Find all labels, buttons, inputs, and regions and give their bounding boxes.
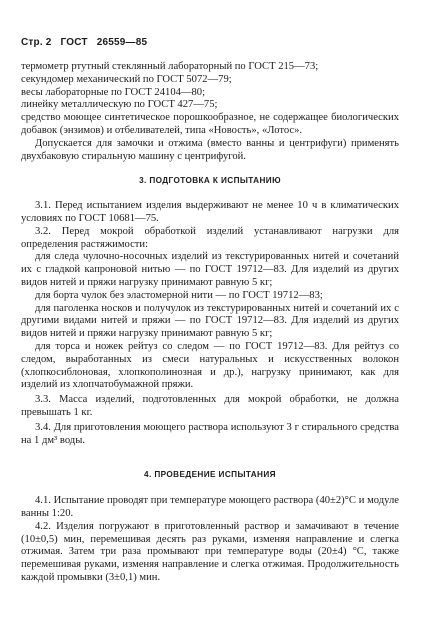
intro-line-thermometer: термометр ртутный стеклянный лабораторный по ГОСТ 215—73; bbox=[21, 61, 319, 72]
standard-number: 26559—85 bbox=[96, 37, 148, 48]
intro-line-scales: весы лабораторные по ГОСТ 24104—80; bbox=[21, 86, 206, 98]
intro-line-detergent: средство моющее синтетическое порошкообразное, не содержащее биологических добавок (энзимов) и отбеливателей, типа «Новость», «Лотос». bbox=[21, 112, 399, 136]
section-4-heading: 4. ПРОВЕДЕНИЕ ИСПЫТАНИЯ bbox=[144, 470, 276, 480]
standard-label: ГОСТ bbox=[60, 37, 88, 48]
intro-line-stopwatch: секундомер механический по ГОСТ 5072—79; bbox=[21, 73, 232, 85]
paragraph-3-2-torso: для торса и ножек рейтуз со следом — по ГОСТ 19712—83. Для рейтуз со следом, выработанных из смеси натуральных и искусственных волокон (хлопкосиблоновая, хлопкополинозная и др.), нагрузку принимают, как для изделий из хлопчатобумажной пряжи. bbox=[21, 340, 399, 391]
paragraph-3-4: 3.4. Для приготовления моющего раствора используют 3 г стирального средства на 1 дм³ воды. bbox=[21, 421, 399, 446]
page-header bbox=[21, 37, 153, 48]
intro-paragraph-allowed: Допускается для замочки и отжима (вместо ванны и центрифуги) применять двухбаковую стиральную машину с центрифугой. bbox=[21, 137, 399, 162]
paragraph-3-2-trace: для следа чулочно-носочных изделий из текстурированных нитей и сочетаний их с гладкой капроновой нитью — по ГОСТ 19712—83. Для изделий из других видов нитей и пряжи нагрузку принимают равную 5 кг; bbox=[21, 251, 399, 288]
section-3-heading: 3. ПОДГОТОВКА К ИСПЫТАНИЮ bbox=[139, 176, 281, 186]
paragraph-3-2: 3.2. Перед мокрой обработкой изделий устанавливают нагрузки для определения растяжимости: bbox=[21, 225, 399, 250]
paragraph-3-2-welt: для борта чулок без эластомерной нити — по ГОСТ 19712—83; bbox=[35, 289, 323, 301]
paragraph-3-1: 3.1. Перед испытанием изделия выдерживают не менее 10 ч в климатических условиях по ГОСТ 10681—75. bbox=[21, 200, 399, 224]
intro-line-ruler: линейку металлическую по ГОСТ 427—75; bbox=[21, 99, 218, 111]
page-number: Стр. 2 bbox=[21, 37, 52, 48]
paragraph-4-1: 4.1. Испытание проводят при температуре моющего раствора (40±2)°С и модуле ванны 1:20. bbox=[21, 495, 399, 519]
paragraph-3-2-leg: для паголенка носков и получулок из текстурированных нитей и сочетаний их с другими видами нитей и пряжи — по ГОСТ 19712—83. Для изделий из других видов нитей и пряжи нагрузку принимают равную 5 кг; bbox=[21, 302, 399, 340]
paragraph-4-2: 4.2. Изделия погружают в приготовленный раствор и замачивают в течение (10±0,5) мин, перемешивая десять раз руками, изменяя направление и слегка отжимая. Затем три раза промывают при температуре воды (20±4) °С, также перемешивая руками, изменяя направление и слегка отжимая. Продолжительность каждой промывки (3±0,1) мин. bbox=[21, 520, 399, 583]
document-body bbox=[21, 61, 399, 585]
paragraph-3-3: 3.3. Масса изделий, подготовленных для мокрой обработки, не должна превышать 1 кг. bbox=[21, 394, 399, 418]
